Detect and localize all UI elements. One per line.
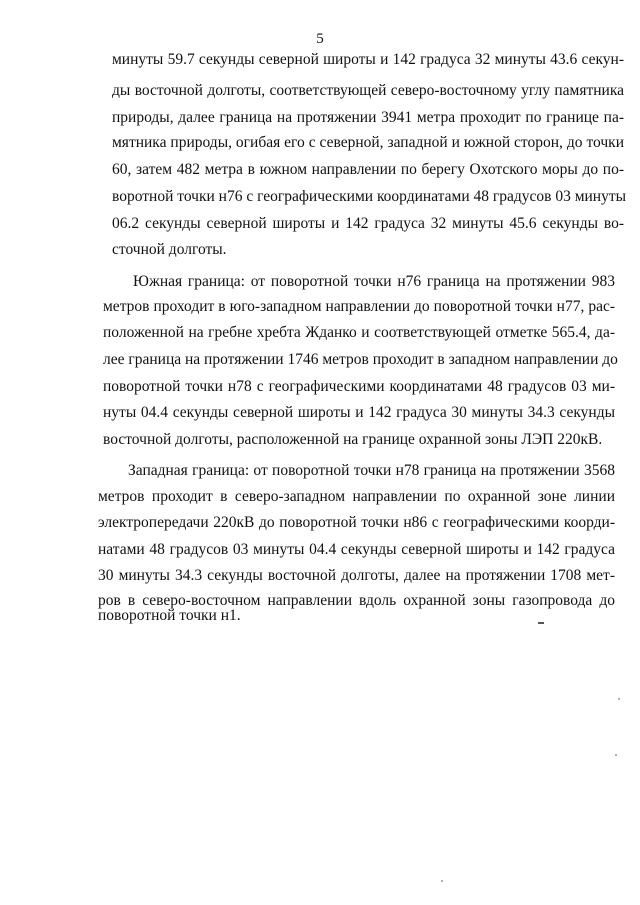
- scan-speck: [441, 880, 443, 882]
- scan-speck: [615, 754, 617, 756]
- text-line: мятника природы, огибая его с северной, западной и южной сторон, до точки: [112, 134, 624, 151]
- text-line: минуты 59.7 секунды северной широты и 142 градуса 32 минуты 43.6 секун-: [112, 51, 624, 68]
- text-line: 60, затем 482 метра в южном направлении по берегу Охотского моры до по-: [112, 161, 624, 178]
- text-line: 06.2 секунды северной широты и 142 градуса 32 минуты 45.6 секунды во-: [112, 215, 624, 232]
- text-line: метров проходит в юго-западном направлении до поворотной точки н77, рас-: [103, 298, 615, 315]
- text-line: электропередачи 220кВ до поворотной точки н86 с географическими коорди-: [98, 514, 615, 531]
- text-line: сточной долготы.: [112, 241, 227, 258]
- text-line: поворотной точки н78 с географическими координатами 48 градусов 03 ми-: [103, 378, 615, 395]
- text-line: Западная граница: от поворотной точки н78 граница на протяжении 3568: [128, 462, 615, 479]
- text-line: нуты 04.4 секунды северной широты и 142 градуса 30 минуты 34.3 секунды: [103, 404, 615, 421]
- text-line: поворотной точки н1.: [98, 607, 241, 624]
- text-line: 30 минуты 34.3 секунды восточной долготы, далее на протяжении 1708 мет-: [98, 567, 615, 584]
- text-line: Южная граница: от поворотной точки н76 граница на протяжении 983: [133, 273, 615, 290]
- text-line: натами 48 градусов 03 минуты 04.4 секунды северной широты и 142 градуса: [98, 541, 615, 558]
- text-line: ды восточной долготы, соответствующей северо-восточному углу памятника: [112, 82, 624, 99]
- text-line: природы, далее граница на протяжении 3941 метра проходит по границе па-: [112, 109, 624, 126]
- text-line: метров проходит в северо-западном направлении по охранной зоне линии: [98, 488, 615, 505]
- page-number: 5: [316, 31, 324, 47]
- text-line: ров в северо-восточном направлении вдоль охранной зоны газопровода до: [98, 592, 615, 609]
- scan-mark: [538, 622, 544, 624]
- scan-speck: [618, 698, 620, 700]
- text-line: лее граница на протяжении 1746 метров проходит в западном направлении до: [103, 351, 618, 368]
- text-line: восточной долготы, расположенной на границе охранной зоны ЛЭП 220кВ.: [103, 431, 603, 448]
- text-line: воротной точки н76 с географическими координатами 48 градусов 03 минуты: [112, 188, 627, 205]
- text-line: положенной на гребне хребта Жданко и соответствующей отметке 565.4, да-: [103, 324, 615, 341]
